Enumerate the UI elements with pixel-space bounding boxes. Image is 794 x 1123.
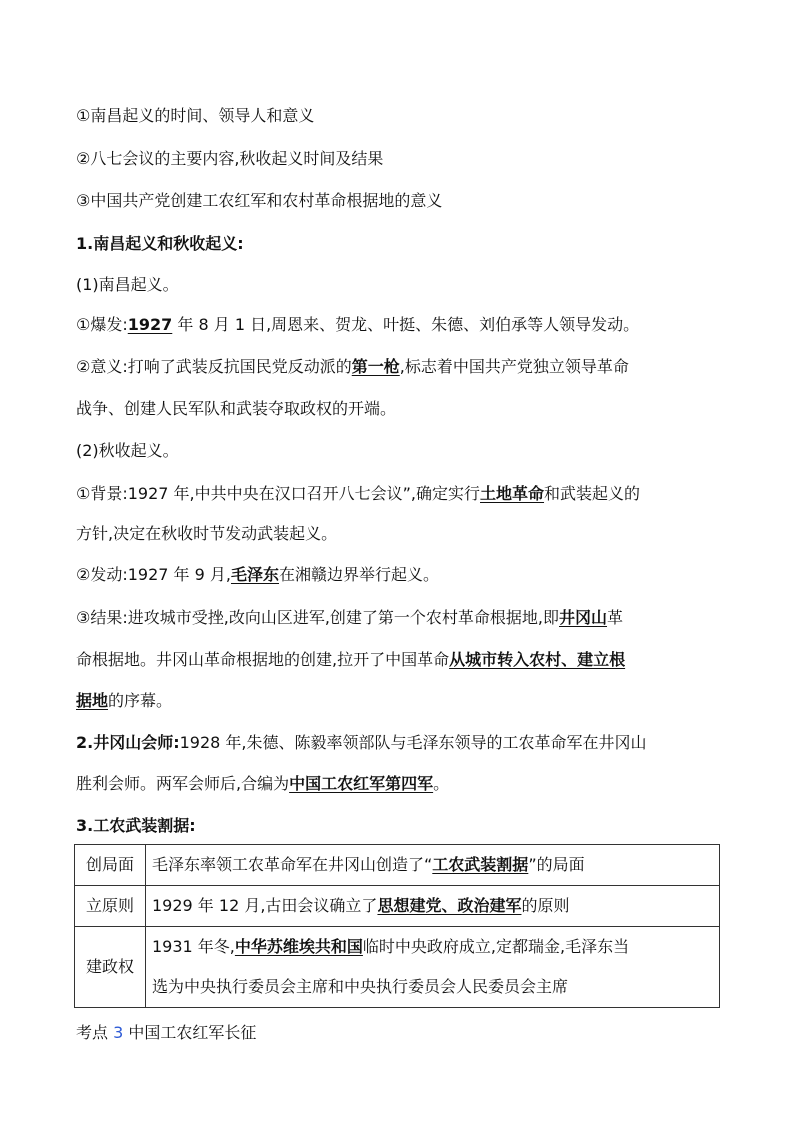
text: 年 8 月 1 日,周恩来、贺龙、叶挺、朱德、刘伯承等人领导发动。 xyxy=(177,315,640,334)
autumn-result-cont2 xyxy=(76,689,172,713)
jinggangshan-meeting-cont xyxy=(76,772,449,796)
text: 中国工农红军长征 xyxy=(128,1023,257,1042)
section-2-title: 2.井冈山会师: xyxy=(76,733,180,752)
nanchang-heading: (1)南昌起义。 xyxy=(76,275,179,294)
row-label: 立原则 xyxy=(75,886,146,927)
intro-item-1: ①南昌起义的时间、领导人和意义 xyxy=(76,106,315,125)
text: 毛泽东率领工农革命军在井冈山创造了“ xyxy=(152,855,433,874)
key-term: 毛泽东 xyxy=(230,565,279,584)
text: ①背景:1927 年,中共中央在汉口召开八七会议”,确定实行 xyxy=(76,484,481,503)
key-term: 中国工农红军第四军 xyxy=(289,774,434,793)
autumn-background-cont: 方针,决定在秋收时节发动武装起义。 xyxy=(76,524,338,543)
row-content xyxy=(146,927,720,1008)
autumn-result xyxy=(76,606,623,630)
text: ③结果:进攻城市受挫,改向山区进军,创建了第一个农村革命根据地,即 xyxy=(76,608,559,627)
text: ,标志着中国共产党独立领导革命 xyxy=(399,357,629,376)
text: ”的局面 xyxy=(528,855,585,874)
key-term: 工农武装割据 xyxy=(432,855,529,874)
row-content xyxy=(146,886,720,927)
text: 命根据地。井冈山革命根据地的创建,拉开了中国革命 xyxy=(76,650,450,669)
key-term: 第一枪 xyxy=(351,357,400,376)
text: ②意义:打响了武装反抗国民党反动派的 xyxy=(76,357,352,376)
text: 。 xyxy=(433,774,450,793)
text: 考点 xyxy=(76,1023,109,1042)
nanchang-outbreak xyxy=(76,313,639,337)
text: ①爆发: xyxy=(76,315,128,334)
cell-line xyxy=(152,927,713,967)
text: 的原则 xyxy=(521,896,570,915)
section-1-title: 1.南昌起义和秋收起义: xyxy=(76,234,244,253)
text: ②发动:1927 年 9 月, xyxy=(76,565,231,584)
row-content xyxy=(146,845,720,886)
table-row xyxy=(75,845,720,886)
nanchang-significance-cont: 战争、创建人民军队和武装夺取政权的开端。 xyxy=(76,399,397,418)
section-3-title: 3.工农武装割据: xyxy=(76,816,196,835)
autumn-heading: (2)秋收起义。 xyxy=(76,441,179,460)
text: 和武装起义的 xyxy=(544,484,641,503)
key-term: 从城市转入农村、建立根 xyxy=(449,650,626,669)
nanchang-significance xyxy=(76,355,629,379)
text: 1931 年冬, xyxy=(152,937,235,956)
text: 在湘赣边界举行起义。 xyxy=(279,565,440,584)
autumn-launch xyxy=(76,563,439,587)
topic-number: 3 xyxy=(113,1023,124,1042)
armed-separatism-table xyxy=(74,844,720,1008)
key-term: 井冈山 xyxy=(559,608,608,627)
key-term: 思想建党、政治建军 xyxy=(377,896,522,915)
text: 革 xyxy=(607,608,624,627)
table-row xyxy=(75,927,720,1008)
jinggangshan-meeting xyxy=(76,731,647,755)
text: 1929 年 12 月,古田会议确立了 xyxy=(152,896,378,915)
key-year: 1927 xyxy=(127,315,173,334)
cell-line: 选为中央执行委员会主席和中央执行委员会人民委员会主席 xyxy=(152,977,569,996)
row-label: 建政权 xyxy=(75,927,146,1008)
autumn-background xyxy=(76,482,640,506)
next-topic-heading xyxy=(76,1021,256,1045)
text: 的序幕。 xyxy=(108,691,173,710)
autumn-result-cont xyxy=(76,648,625,672)
key-term: 中华苏维埃共和国 xyxy=(234,937,363,956)
text: 临时中央政府成立,定都瑞金,毛泽东当 xyxy=(362,937,630,956)
row-label: 创局面 xyxy=(75,845,146,886)
intro-item-2: ②八七会议的主要内容,秋收起义时间及结果 xyxy=(76,149,384,168)
table-row xyxy=(75,886,720,927)
text: 胜利会师。两军会师后,合编为 xyxy=(76,774,290,793)
text: 1928 年,朱德、陈毅率领部队与毛泽东领导的工农革命军在井冈山 xyxy=(179,733,647,752)
key-term: 据地 xyxy=(76,691,109,710)
key-term: 土地革命 xyxy=(480,484,545,503)
intro-item-3: ③中国共产党创建工农红军和农村革命根据地的意义 xyxy=(76,191,443,210)
